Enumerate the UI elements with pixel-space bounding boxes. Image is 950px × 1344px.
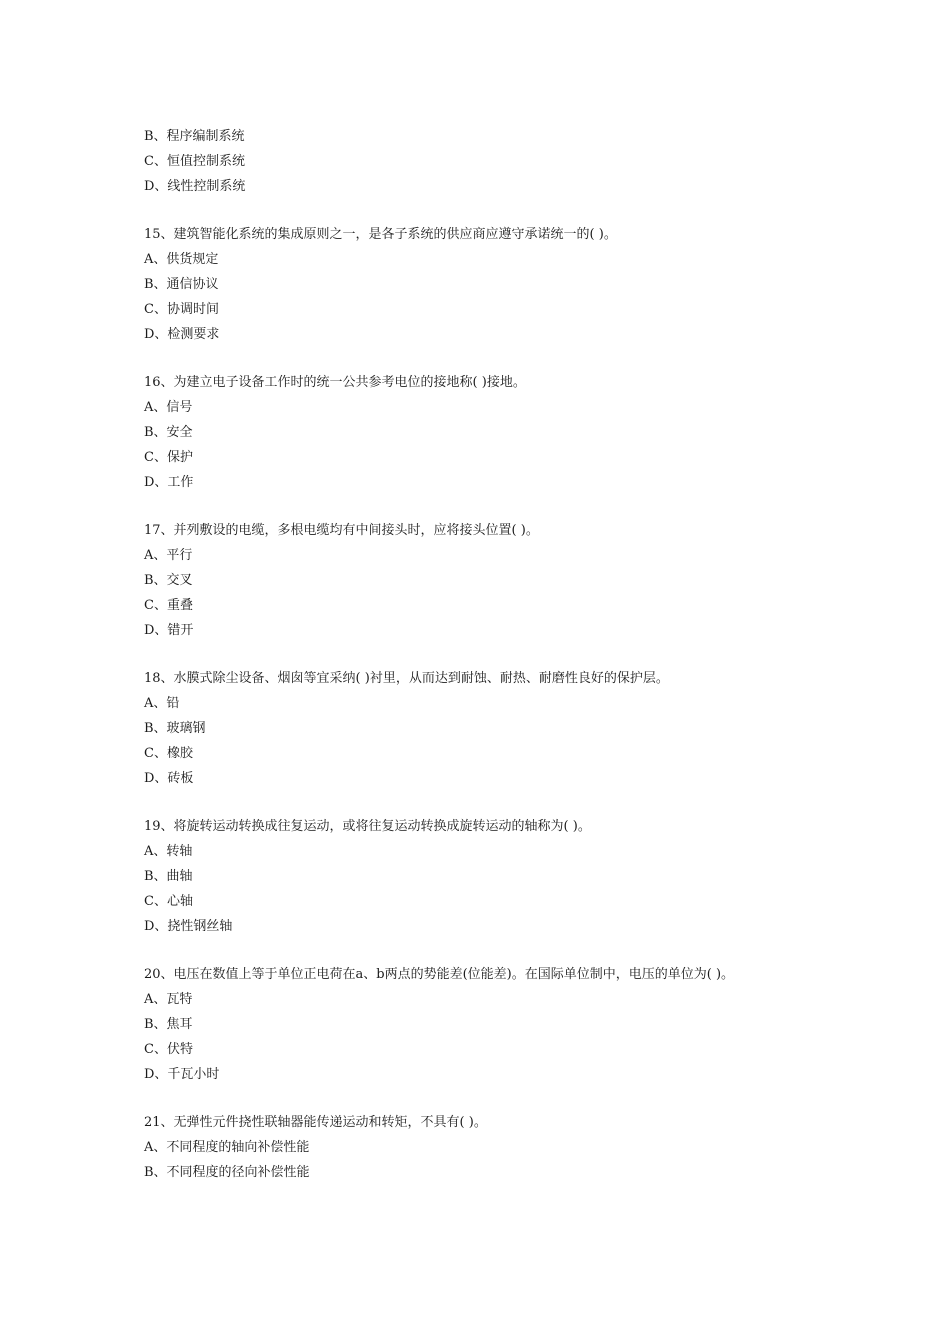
option-c: C、保护 <box>144 450 193 465</box>
option-a: A、瓦特 <box>144 992 193 1007</box>
question-text: 18、水膜式除尘设备、烟囱等宜采纳( )衬里，从而达到耐蚀、耐热、耐磨性良好的保护层。 <box>144 671 669 686</box>
option-d: D、砖板 <box>144 771 194 786</box>
option-a: A、供货规定 <box>144 252 219 267</box>
question-block-19 <box>144 814 844 939</box>
question-text: 19、将旋转运动转换成往复运动，或将往复运动转换成旋转运动的轴称为( )。 <box>144 819 591 834</box>
question-text: 21、无弹性元件挠性联轴器能传递运动和转矩，不具有( )。 <box>144 1115 487 1130</box>
option-b: B、曲轴 <box>144 869 193 884</box>
option-a: A、转轴 <box>144 844 193 859</box>
option-d: D、检测要求 <box>144 327 220 342</box>
option-d: D、千瓦小时 <box>144 1067 220 1082</box>
question-block-17 <box>144 518 844 643</box>
option-c: C、心轴 <box>144 894 193 909</box>
option-c: C、协调时间 <box>144 302 219 317</box>
option-b: B、焦耳 <box>144 1017 193 1032</box>
question-block-15 <box>144 222 844 347</box>
option-c: C、伏特 <box>144 1042 193 1057</box>
option-b: B、不同程度的径向补偿性能 <box>144 1165 310 1180</box>
document-page <box>144 124 844 1185</box>
option-c: C、橡胶 <box>144 746 193 761</box>
option-c: C、重叠 <box>144 598 193 613</box>
question-block-16 <box>144 370 844 495</box>
option-d: D、错开 <box>144 623 194 638</box>
option-d: D、挠性钢丝轴 <box>144 919 233 934</box>
question-block-21 <box>144 1110 844 1185</box>
option-a: A、信号 <box>144 400 193 415</box>
question-block-14-continued <box>144 124 844 199</box>
option-b: B、玻璃钢 <box>144 721 206 736</box>
option-b: B、交叉 <box>144 573 193 588</box>
question-block-20 <box>144 962 844 1087</box>
question-text: 17、并列敷设的电缆，多根电缆均有中间接头时，应将接头位置( )。 <box>144 523 539 538</box>
question-block-18 <box>144 666 844 791</box>
question-text: 20、电压在数值上等于单位正电荷在a、b两点的势能差(位能差)。在国际单位制中，电压的单位为( )。 <box>144 967 735 982</box>
option-b: B、程序编制系统 <box>144 129 245 144</box>
option-d: D、线性控制系统 <box>144 179 246 194</box>
option-a: A、铅 <box>144 696 180 711</box>
option-a: A、平行 <box>144 548 193 563</box>
option-c: C、恒值控制系统 <box>144 154 245 169</box>
question-text: 15、建筑智能化系统的集成原则之一，是各子系统的供应商应遵守承诺统一的( )。 <box>144 227 617 242</box>
option-a: A、不同程度的轴向补偿性能 <box>144 1140 310 1155</box>
option-d: D、工作 <box>144 475 194 490</box>
option-b: B、通信协议 <box>144 277 219 292</box>
question-text: 16、为建立电子设备工作时的统一公共参考电位的接地称( )接地。 <box>144 375 526 390</box>
option-b: B、安全 <box>144 425 193 440</box>
